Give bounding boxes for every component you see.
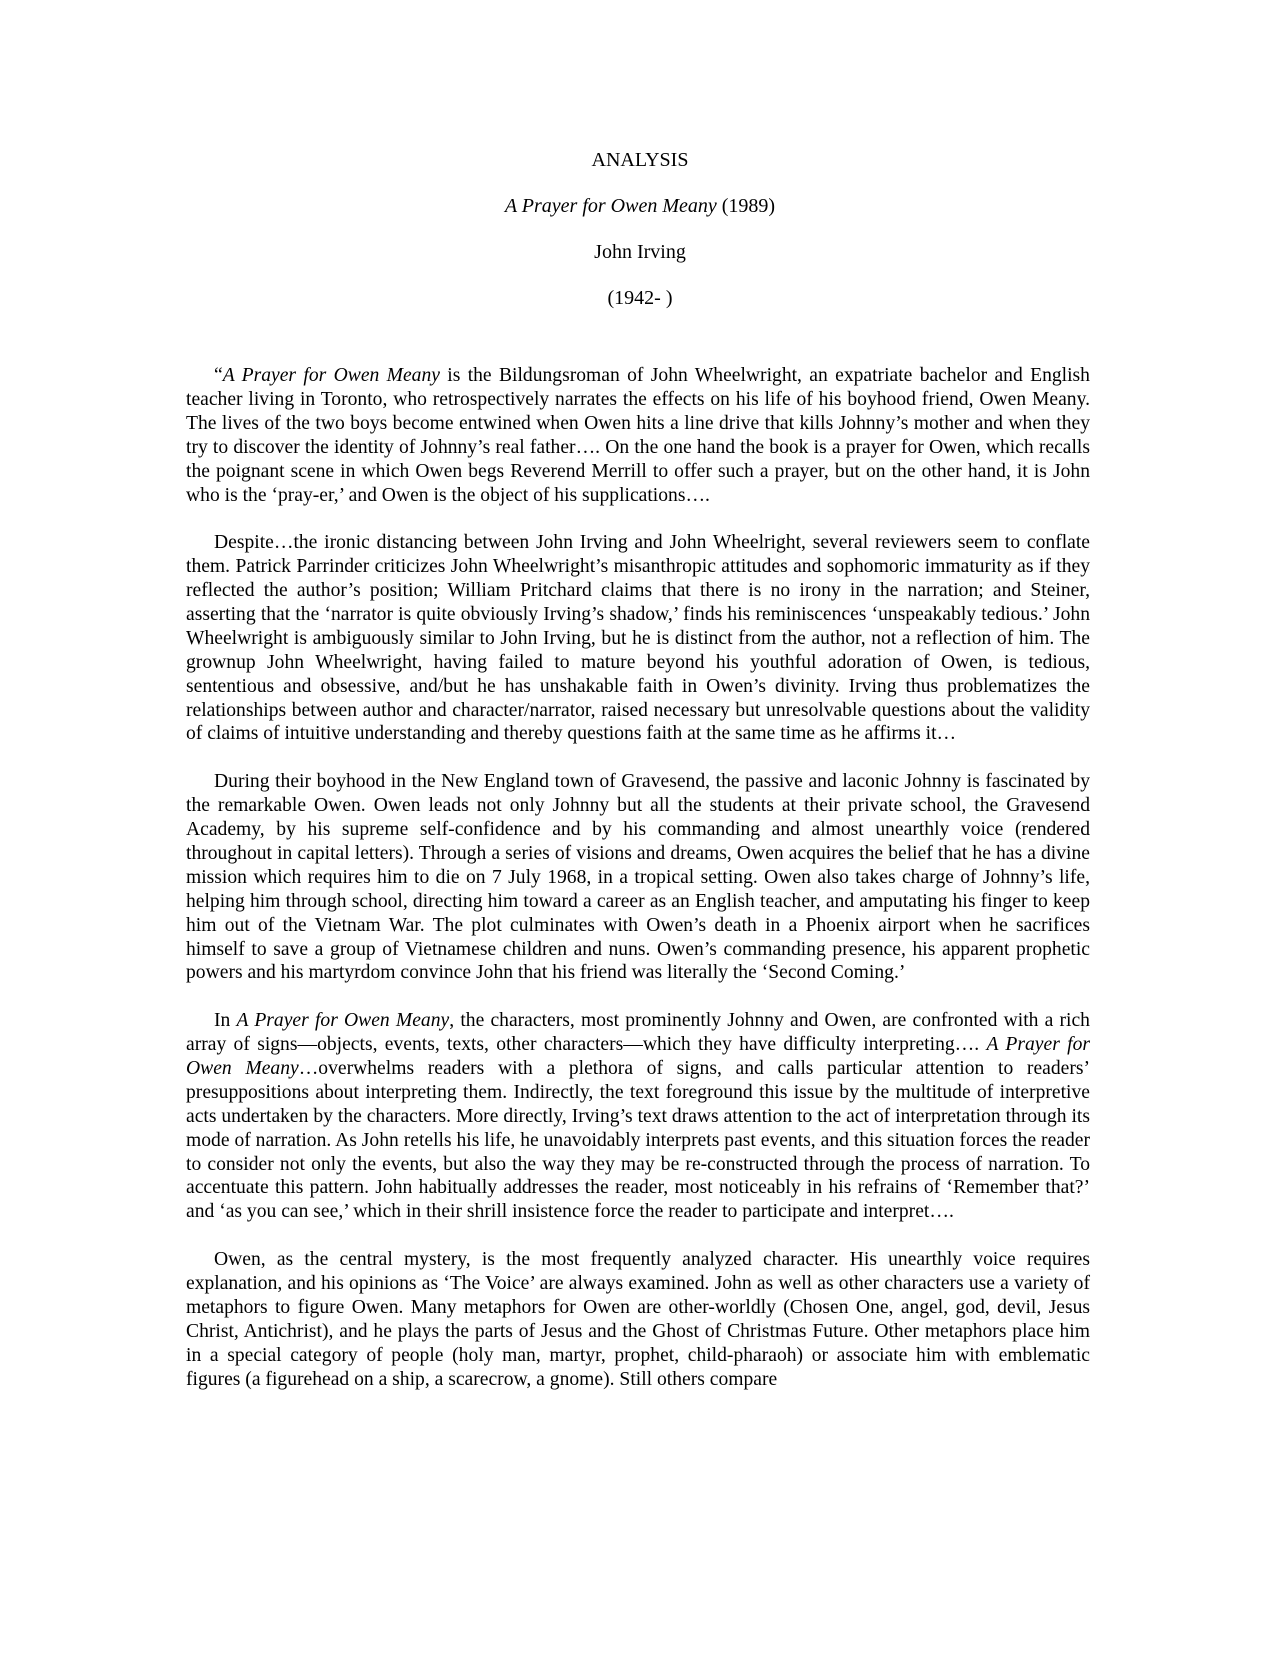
paragraph-text: …overwhelms readers with a plethora of signs, and calls particular attention to readers’ presuppositions about interpreting them. Indirectly, the text foreground this issue by the multitude of interpretive acts undertaken by the characters. More directly, Irving’s text draws attention to the act of interpretation through its mode of narration. As John retells his life, he unavoidably interprets past events, and this situation forces the reader to consider not only the events, but also the way they may be re-constructed through the process of narration. To accentuate this pattern. John habitually addresses the reader, most noticeably in his refrains of ‘Remember that?’ and ‘as you can see,’ which in their shrill insistence force the reader to participate and interpret…. xyxy=(186,1057,1091,1223)
open-quote: “ xyxy=(214,365,223,386)
paragraph-2: Despite…the ironic distancing between John Irving and John Wheelright, several reviewers seem to conflate them. Patrick Parrinder criticizes John Wheelwright’s misanthropic attitudes and sophomoric immaturity as if they reflected the author’s position; William Pritchard claims that there is no irony in the narration; and Steiner, asserting that the ‘narrator is quite obviously Irving’s shadow,’ finds his reminiscences ‘unspeakably tedious.’ John Wheelwright is ambiguously similar to John Irving, but he is distinct from the author, not a reflection of him. The grownup John Wheelwright, having failed to mature beyond his youthful adoration of Owen, is tedious, sententious and obsessive, and/but he has unshakable faith in Owen’s divinity. Irving thus problematizes the relationships between author and character/narrator, raised necessary but unresolvable questions about the validity of claims of intuitive understanding and thereby questions faith at the same time as he affirms it… xyxy=(186,532,1090,745)
paragraph-5: Owen, as the central mystery, is the most frequently analyzed character. His unearthly voice requires explanation, and his opinions as ‘The Voice’ are always examined. John as well as other characters use a variety of metaphors to figure Owen. Many metaphors for Owen are other-worldly (Chosen One, angel, god, devil, Jesus Christ, Antichrist), and he plays the parts of Jesus and the Ghost of Christmas Future. Other metaphors place him in a special category of people (holy man, martyr, prophet, child-pharaoh) or associate him with emblematic figures (a figurehead on a ship, a scarecrow, a gnome). Still others compare xyxy=(186,1249,1090,1390)
author-dates: (1942- ) xyxy=(607,287,673,309)
paragraph-text: In xyxy=(214,1010,237,1032)
book-title-italic: A Prayer for Owen Meany xyxy=(222,365,440,386)
work-year: (1989) xyxy=(721,195,776,217)
book-title-italic: A Prayer for Owen Meany xyxy=(186,1034,1091,1079)
article-body xyxy=(186,364,1090,1392)
work-title-line xyxy=(0,194,1280,218)
paragraph-text: , the characters, most prominently Johnny and Owen, are confronted with a rich array of signs—objects, events, texts, other characters—which they have difficulty interpreting…. xyxy=(186,1010,1090,1056)
paragraph-4 xyxy=(186,1009,1090,1224)
section-label: ANALYSIS xyxy=(591,149,689,171)
author-name: John Irving xyxy=(594,241,686,263)
paragraph-text: is the Bildungsroman of John Wheelwright, an expatriate bachelor and English teacher living in Toronto, who retrospectively narrates the effects on his life of his boyhood friend, Owen Meany. The lives of the two boys become entwined when Owen hits a line drive that kills Johnny’s mother and when they try to discover the identity of Johnny’s real father…. On the one hand the book is a prayer for Owen, which recalls the poignant scene in which Owen begs Reverend Merrill to offer such a prayer, but on the other hand, it is John who is the ‘pray-er,’ and Owen is the object of his supplications…. xyxy=(186,365,1090,506)
book-title-italic: A Prayer for Owen Meany xyxy=(236,1010,450,1032)
work-title: A Prayer for Owen Meany xyxy=(504,195,717,217)
paragraph-1 xyxy=(186,364,1090,507)
paragraph-3: During their boyhood in the New England town of Gravesend, the passive and laconic Johnny is fascinated by the remarkable Owen. Owen leads not only Johnny but all the students at their private school, the Gravesend Academy, by his supreme self-confidence and by his commanding and almost unearthly voice (rendered throughout in capital letters). Through a series of visions and dreams, Owen acquires the belief that he has a divine mission which requires him to die on 7 July 1968, in a tropical setting. Owen also takes charge of Johnny’s life, helping him through school, directing him toward a career as an English teacher, and amputating his finger to keep him out of the Vietnam War. The plot culminates with Owen’s death in a Phoenix airport when he sacrifices himself to save a group of Vietnamese children and nuns. Owen’s commanding presence, his apparent prophetic powers and his martyrdom convince John that his friend was literally the ‘Second Coming.’ xyxy=(186,771,1090,984)
